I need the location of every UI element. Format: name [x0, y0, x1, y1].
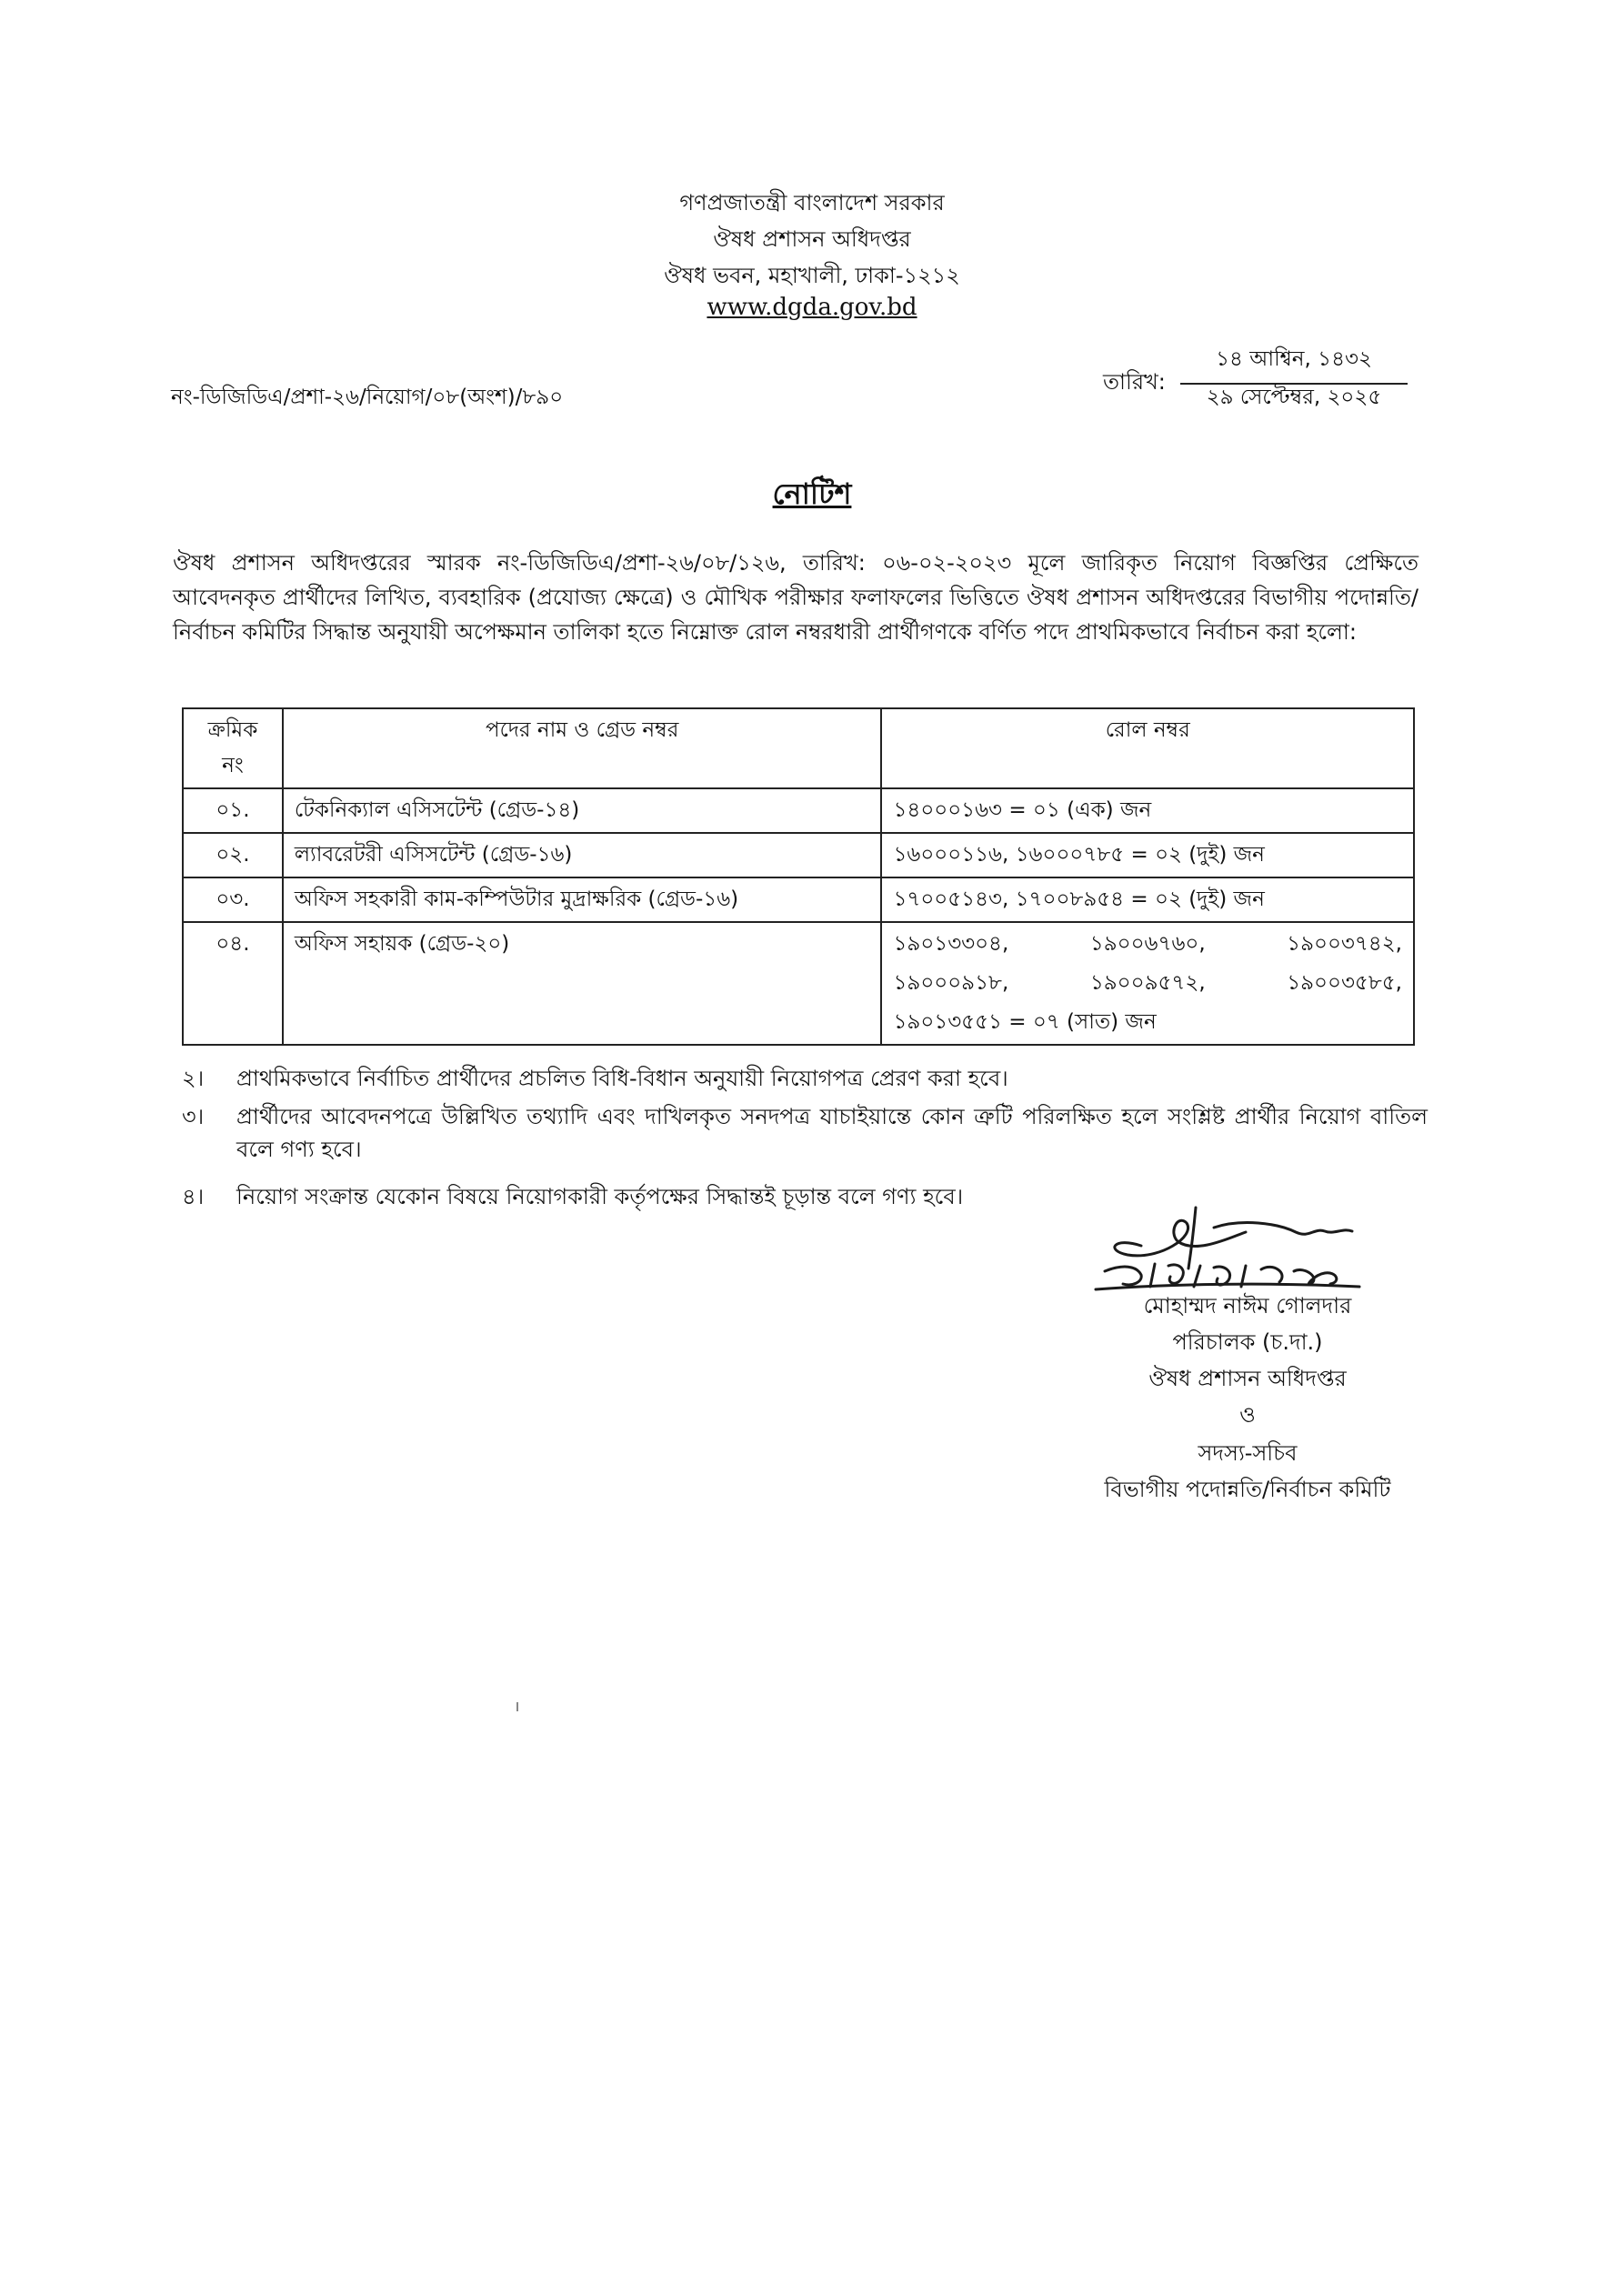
- table-row: [183, 922, 1414, 1045]
- roll-number-grid: [893, 927, 1402, 1001]
- signatory-conjunction: ও: [1239, 1402, 1256, 1428]
- signatory-name: মোহাম্মদ নাঈম গোলদার: [1143, 1293, 1352, 1318]
- point-text: প্রার্থীদের আবেদনপত্রে উল্লিখিত তথ্যাদি এবং দাখিলকৃত সনদপত্র যাচাইয়ান্তে কোন ত্রুটি পরিলক্ষিত হলে সংশ্লিষ্ট প্রার্থীর নিয়োগ বাতিল বলে গণ্য হবে।: [236, 1104, 1428, 1162]
- post-cell: ল্যাবরেটরী এসিসটেন্ট (গ্রেড-১৬): [283, 833, 882, 877]
- table-row: [183, 833, 1414, 877]
- roll-number: ১৯০০৬৭৬০,: [1089, 932, 1206, 956]
- serial-cell: ০২.: [183, 833, 283, 877]
- roll-cell: ১৬০০০১১৬, ১৬০০০৭৮৫ = ০২ (দুই) জন: [881, 833, 1414, 877]
- memo-number: নং-ডিজিডিএ/প্রশা-২৬/নিয়োগ/০৮(অংশ)/৮৯০: [171, 386, 564, 409]
- post-cell: টেকনিক্যাল এসিসটেন্ট (গ্রেড-১৪): [283, 788, 882, 833]
- roll-number: ১৯০০৯৫৭২,: [1089, 971, 1206, 995]
- roll-number: ১৯০০৩৭৪২,: [1287, 932, 1402, 956]
- table-row: [183, 788, 1414, 833]
- post-cell: অফিস সহকারী কাম-কম্পিউটার মুদ্রাক্ষরিক (গ্রেড-১৬): [283, 877, 882, 922]
- signatory-designation: পরিচালক (চ.দা.): [1172, 1329, 1323, 1355]
- department-name: ঔষধ প্রশাসন অধিদপ্তর: [713, 226, 911, 252]
- list-item: [182, 1062, 1428, 1098]
- point-number: ৪।: [182, 1184, 205, 1209]
- point-number: ২।: [182, 1066, 205, 1091]
- point-text: নিয়োগ সংক্রান্ত যেকোন বিষয়ে নিয়োগকারী কর্তৃপক্ষের সিদ্ধান্তই চূড়ান্ত বলে গণ্য হবে।: [236, 1184, 964, 1209]
- date-bangla: ১৪ আশ্বিন, ১৪৩২: [1180, 342, 1408, 385]
- scan-mark: [516, 1702, 518, 1711]
- roll-number: ১৯০০০৯১৮,: [893, 971, 1009, 995]
- roll-header: রোল নম্বর: [881, 708, 1414, 788]
- department-address: ঔষধ ভবন, মহাখালী, ঢাকা-১২১২: [664, 263, 960, 288]
- serial-cell: ০৩.: [183, 877, 283, 922]
- intro-paragraph: ঔষধ প্রশাসন অধিদপ্তরের স্মারক নং-ডিজিডিএ/প্রশা-২৬/০৮/১২৬, তারিখ: ০৬-০২-২০২৩ মূলে জারিকৃত নিয়োগ বিজ্ঞপ্তির প্রেক্ষিতে আবেদনকৃত প্রার্থীদের লিখিত, ব্যবহারিক (প্রযোজ্য ক্ষেত্রে) ও মৌখিক পরীক্ষার ফলাফলের ভিত্তিতে ঔষধ প্রশাসন অধিদপ্তরের বিভাগীয় পদোন্নতি/নির্বাচন কমিটির সিদ্ধান্ত অনুযায়ী অপেক্ষমান তালিকা হতে নিম্নোক্ত রোল নম্বরধারী প্রার্থীগণকে বর্ণিত পদে প্রাথমিকভাবে নির্বাচন করা হলো:: [173, 550, 1418, 645]
- signatory-committee: বিভাগীয় পদোন্নতি/নির্বাচন কমিটি: [1104, 1477, 1391, 1502]
- list-item: [182, 1100, 1428, 1173]
- post-header: পদের নাম ও গ্রেড নম্বর: [283, 708, 882, 788]
- point-number: ৩।: [182, 1104, 205, 1129]
- website-link[interactable]: www.dgda.gov.bd: [707, 294, 917, 321]
- notice-title: নোটিশ: [772, 476, 852, 511]
- roll-cell: [881, 922, 1414, 1045]
- date-label: তারিখ:: [1103, 369, 1166, 395]
- roll-cell: ১৪০০০১৬৩ = ০১ (এক) জন: [881, 788, 1414, 833]
- handwritten-signature: [1087, 1200, 1432, 1296]
- serial-header: ক্রমিক নং: [183, 708, 283, 788]
- table-row: [183, 877, 1414, 922]
- signatory-role: সদস্য-সচিব: [1198, 1440, 1298, 1466]
- signatory-office: ঔষধ প্রশাসন অধিদপ্তর: [1148, 1366, 1347, 1391]
- serial-cell: ০১.: [183, 788, 283, 833]
- roll-number: ১৯০০৩৫৮৫,: [1287, 971, 1402, 995]
- post-cell: অফিস সহায়ক (গ্রেড-২০): [283, 922, 882, 1045]
- government-name: গণপ্রজাতন্ত্রী বাংলাদেশ সরকার: [679, 190, 945, 216]
- roll-number: ১৯০১৩৩০৪,: [893, 932, 1009, 956]
- roll-cell: ১৭০০৫১৪৩, ১৭০০৮৯৫৪ = ০২ (দুই) জন: [881, 877, 1414, 922]
- selection-table: [182, 707, 1415, 1046]
- date-gregorian: ২৯ সেপ্টেম্বর, ২০২৫: [1206, 386, 1382, 409]
- serial-cell: ০৪.: [183, 922, 283, 1045]
- table-header-row: [183, 708, 1414, 788]
- point-text: প্রাথমিকভাবে নির্বাচিত প্রার্থীদের প্রচলিত বিধি-বিধান অনুযায়ী নিয়োগপত্র প্রেরণ করা হবে।: [236, 1066, 1008, 1091]
- roll-number-total: ১৯০১৩৫৫১ = ০৭ (সাত) জন: [893, 1010, 1157, 1034]
